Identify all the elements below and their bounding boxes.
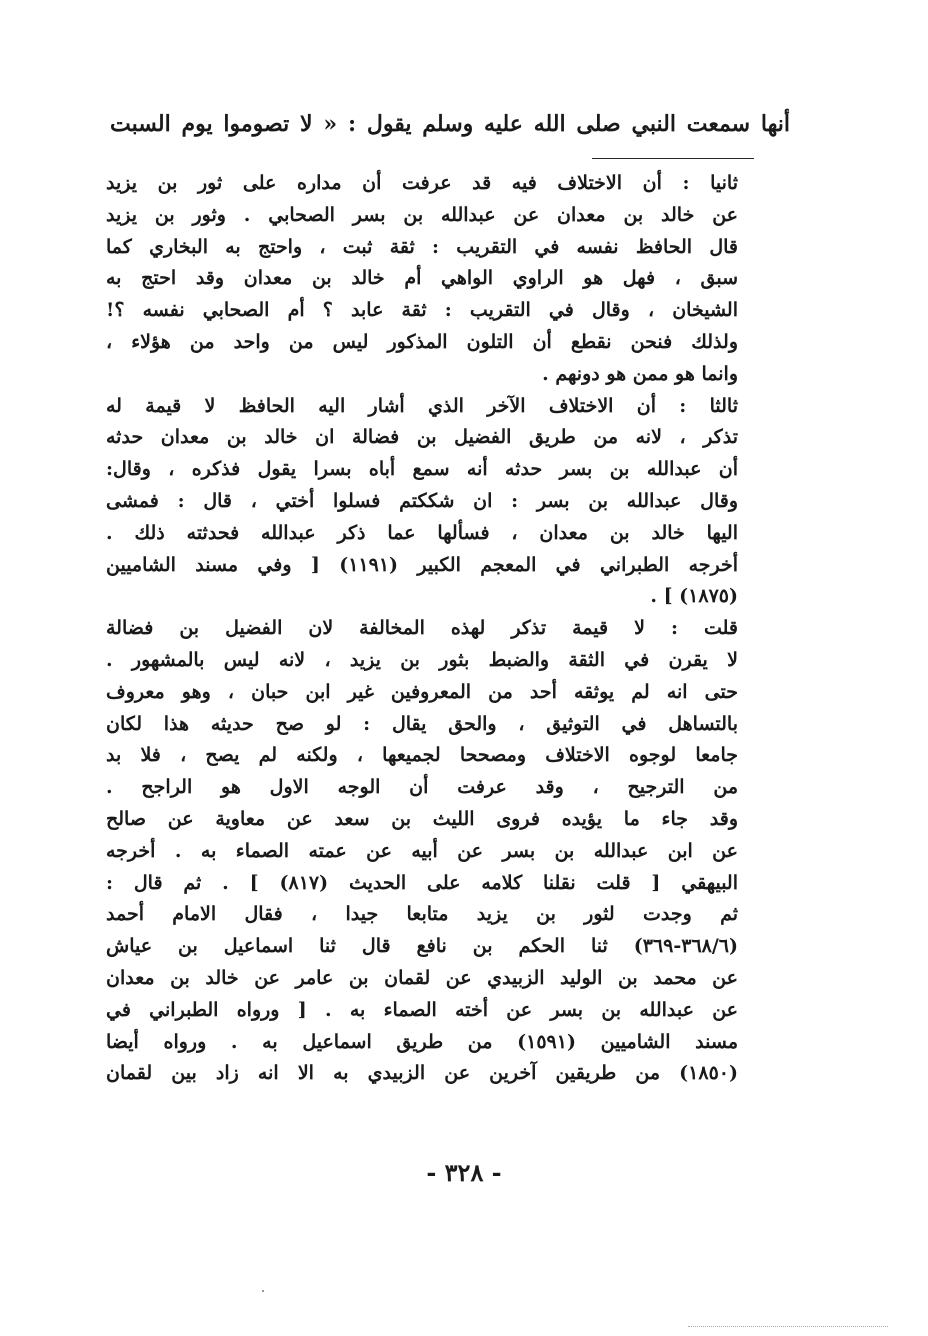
text-line: وقال عبدالله بن بسر : ان شككتم فسلوا أختي ، قال : فمشى [106,489,738,512]
text-line: لا يقرن في الثقة والضبط بثور بن يزيد ، لانه ليس بالمشهور . [106,648,738,671]
text-line: ثالثا : أن الاختلاف الآخر الذي أشار اليه الحافظ لا قيمة له [106,394,738,417]
text-line: (٣٦٨/٦-٣٦٩) ثنا الحكم بن نافع قال ثنا اسماعيل بن عياش [106,935,738,958]
text-line: ثم وجدت لثور بن يزيد متابعا جيدا ، فقال الامام أحمد [106,903,738,926]
text-line: من الترجيح ، وقد عرفت أن الوجه الاول هو الراجح . [106,776,738,799]
text-line: (١٨٧٥) ] . [650,585,738,608]
scan-speck [262,1290,264,1292]
text-line: عن خالد بن معدان عن عبدالله بن بسر الصحابي . وثور بن يزيد [106,203,738,226]
text-line: الشيخان ، وقال في التقريب : ثقة عابد ؟ أم الصحابي نفسه ؟! [106,299,738,322]
body-text [106,168,738,1090]
text-line: عن ابن عبدالله بن بسر عن أبيه عن عمته الصماء به . أخرجه [106,839,738,862]
text-line: أن عبدالله بن بسر حدثه أنه سمع أباه بسرا يقول فذكره ، وقال: [106,458,738,481]
text-line: بالتساهل في التوثيق ، والحق يقال : لو صح حديثه هذا لكان [106,712,738,735]
text-line: قال الحافظ نفسه في التقريب : ثقة ثبت ، واحتج به البخاري كما [106,235,738,258]
page-number: - ٣٢٨ - [426,1158,502,1187]
text-line: تذكر ، لانه من طريق الفضيل بن فضالة ان خالد بن معدان حدثه [106,426,738,449]
text-line: عن عبدالله بن بسر عن أخته الصماء به . [ ورواه الطبراني في [106,998,738,1021]
text-line: البيهقي [ قلت نقلنا كلامه على الحديث (٨١٧) ] . ثم قال : [106,871,738,894]
text-line: ثانيا : أن الاختلاف فيه قد عرفت أن مداره على ثور بن يزيد [106,172,738,194]
text-line: مسند الشاميين (١٥٩١) من طريق اسماعيل به . ورواه أيضا [106,1030,738,1053]
text-line: (١٨٥٠) من طريقين آخرين عن الزبيدي به الا انه زاد بين لقمان [106,1062,738,1085]
header-divider-rule [592,158,754,159]
text-line: حتى انه لم يوثقه أحد من المعروفين غير ابن حبان ، وهو معروف [106,680,738,703]
text-line: عن محمد بن الوليد الزبيدي عن لقمان بن عامر عن خالد بن معدان [106,966,738,989]
text-line: أخرجه الطبراني في المعجم الكبير (١١٩١) [ وفي مسند الشاميين [106,553,738,576]
text-line: ولذلك فنحن نقطع أن التلون المذكور ليس من واحد من هؤلاء ، [106,330,738,353]
text-line: قلت : لا قيمة تذكر لهذه المخالفة لان الفضيل بن فضالة [106,617,738,640]
scan-edge-mark [688,1326,888,1327]
continuation-header-line: أنها سمعت النبي صلى الله عليه وسلم يقول : « لا تصوموا يوم السبت [110,111,790,137]
text-line: اليها خالد بن معدان ، فسألها عما ذكر عبدالله فحدثته ذلك . [106,521,738,544]
text-line: سبق ، فهل هو الراوي الواهي أم خالد بن معدان وقد احتج به [106,267,738,290]
text-line: وانما هو ممن هو دونهم . [542,362,738,385]
text-line: وقد جاء ما يؤيده فروى الليث بن سعد عن معاوية عن صالح [106,807,738,830]
text-line: جامعا لوجوه الاختلاف ومصححا لجميعها ، ولكنه لم يصح ، فلا بد [106,744,738,767]
